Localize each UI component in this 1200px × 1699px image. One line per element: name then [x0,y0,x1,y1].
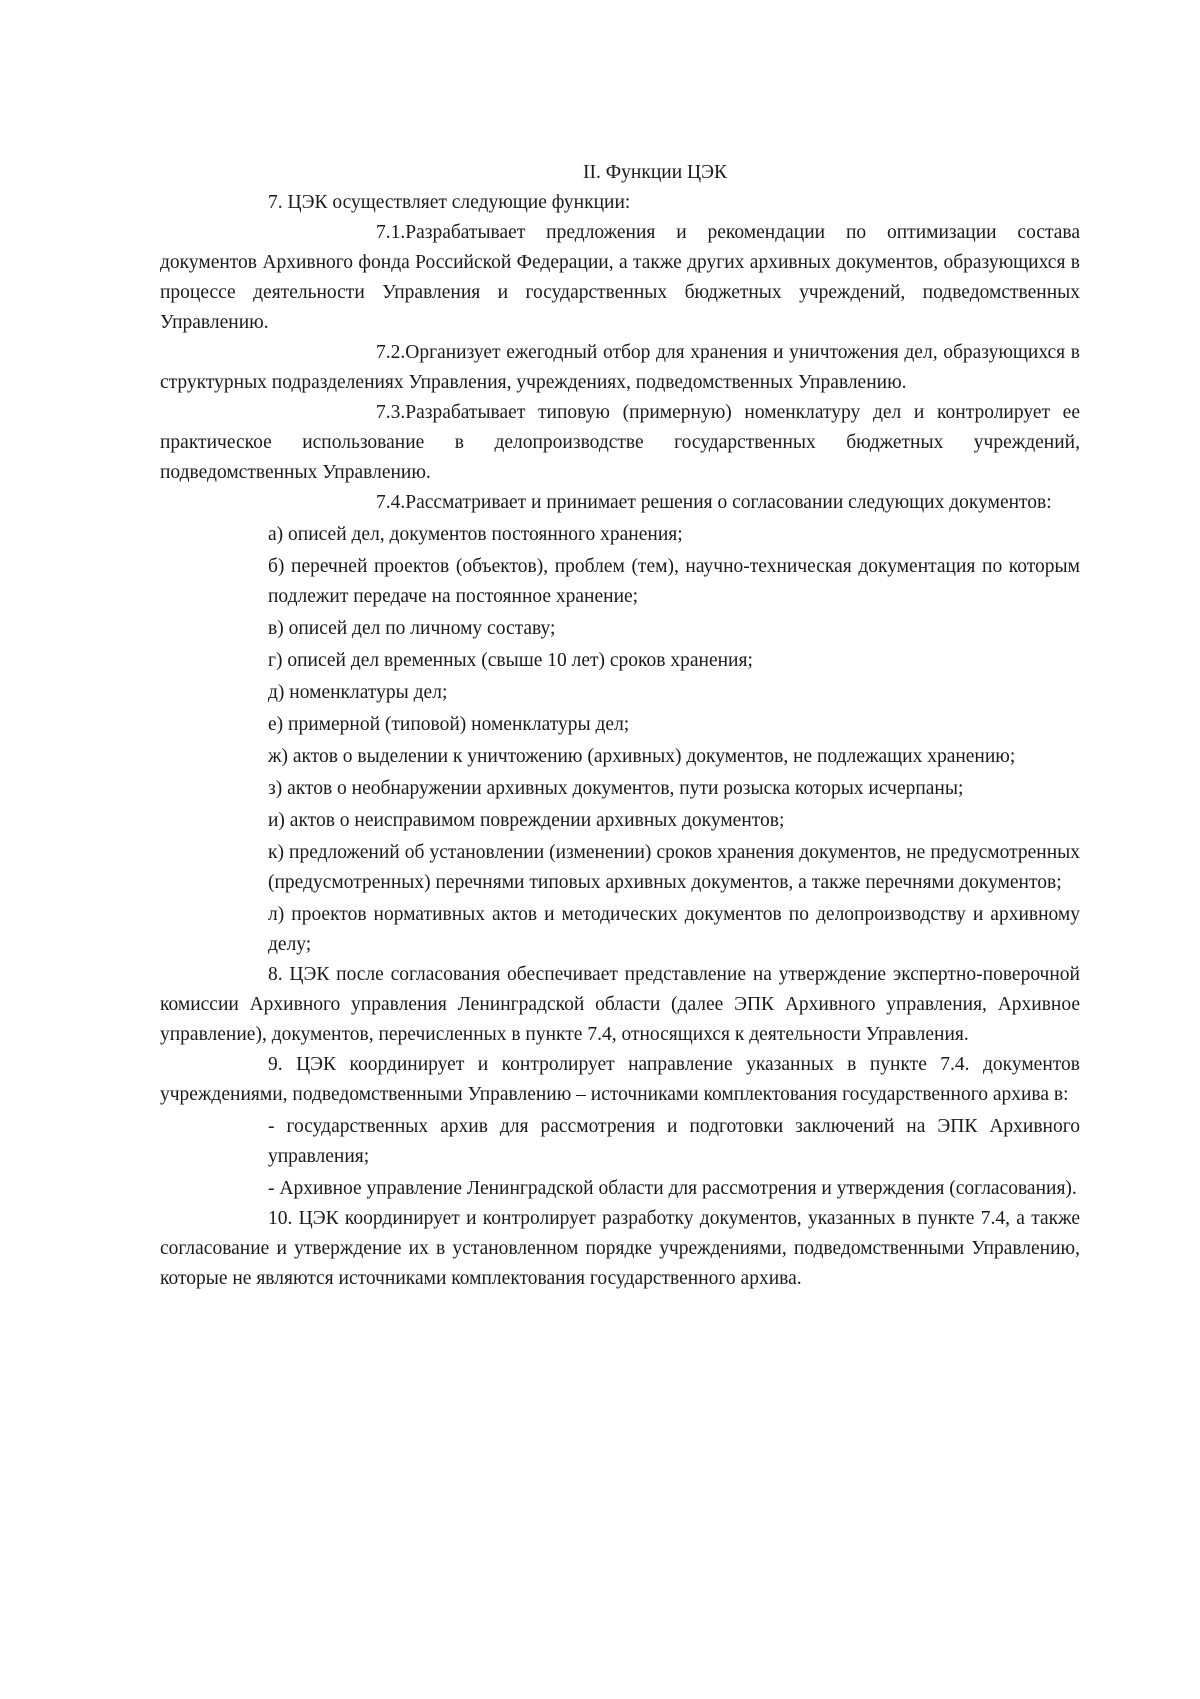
paragraph-7-2 [160,338,1080,398]
list-item: - Архивное управление Ленинградской области для рассмотрения и утверждения (согласования). [268,1178,1077,1199]
list-item: л) проектов нормативных актов и методических документов по делопроизводству и архивному делу; [268,904,1080,955]
list-item: б) перечней проектов (объектов), проблем (тем), научно-техническая документация по которым подлежит передаче на постоянное хранение; [268,556,1080,607]
list-item: и) актов о неисправимом повреждении архивных документов; [268,810,785,831]
paragraph-text: Разрабатывает предложения и рекомендации по оптимизации состава документов Архивного фонда Российской Федерации, а также других архивных документов, образующихся в процессе деятельности Управления и государственных бюджетных учреждений, подведомственных Управлению. [160,222,1080,333]
list-item: в) описей дел по личному составу; [268,618,556,639]
list-item: е) примерной (типовой) номенклатуры дел; [268,714,630,735]
list-item: - государственных архив для рассмотрения и подготовки заключений на ЭПК Архивного управления; [268,1116,1080,1167]
list-item: к) предложений об установлении (изменении) сроков хранения документов, не предусмотренных (предусмотренных) перечнями типовых архивных документов, а также перечнями документов; [268,842,1080,893]
paragraph-text: Организует ежегодный отбор для хранения и уничтожения дел, образующихся в структурных подразделениях Управления, учреждениях, подведомственных Управлению. [160,342,1080,393]
list-item: г) описей дел временных (свыше 10 лет) сроков хранения; [268,650,753,671]
paragraph-7-4 [160,488,1080,518]
paragraph-10: 10. ЦЭК координирует и контролирует разработку документов, указанных в пункте 7.4, а также согласование и утверждение их в установленном порядке учреждениями, подведомственными Управлению, которые не являются источниками комплектования государственного архива. [160,1208,1080,1289]
paragraph-number: 7.1. [376,222,406,243]
paragraph-text: Рассматривает и принимает решения о согласовании следующих документов: [405,492,1052,513]
paragraph-number: 7.4. [376,492,406,513]
paragraph-7: 7. ЦЭК осуществляет следующие функции: [268,192,631,213]
paragraph-7-1 [160,218,1080,338]
paragraph-number: 7.2. [376,342,406,363]
list-item: ж) актов о выделении к уничтожению (архивных) документов, не подлежащих хранению; [268,746,1016,767]
paragraph-text: Разрабатывает типовую (примерную) номенклатуру дел и контролирует ее практическое использование в делопроизводстве государственных бюджетных учреждений, подведомственных Управлению. [160,402,1080,483]
paragraph-number: 7.3. [376,402,406,423]
paragraph-9: 9. ЦЭК координирует и контролирует направление указанных в пункте 7.4. документов учреждениями, подведомственными Управлению – источниками комплектования государственного архива в: [160,1054,1080,1105]
section-title: II. Функции ЦЭК [583,162,727,183]
paragraph-8: 8. ЦЭК после согласования обеспечивает представление на утверждение экспертно-поверочной комиссии Архивного управления Ленинградской области (далее ЭПК Архивного управления, Архивное управление), документов, перечисленных в пункте 7.4, относящихся к деятельности Управления. [160,964,1080,1045]
list-item: д) номенклатуры дел; [268,682,448,703]
document-page [160,158,1080,1294]
list-item: з) актов о необнаружении архивных документов, пути розыска которых исчерпаны; [268,778,964,799]
list-item: а) описей дел, документов постоянного хранения; [268,524,683,545]
paragraph-7-3 [160,398,1080,488]
